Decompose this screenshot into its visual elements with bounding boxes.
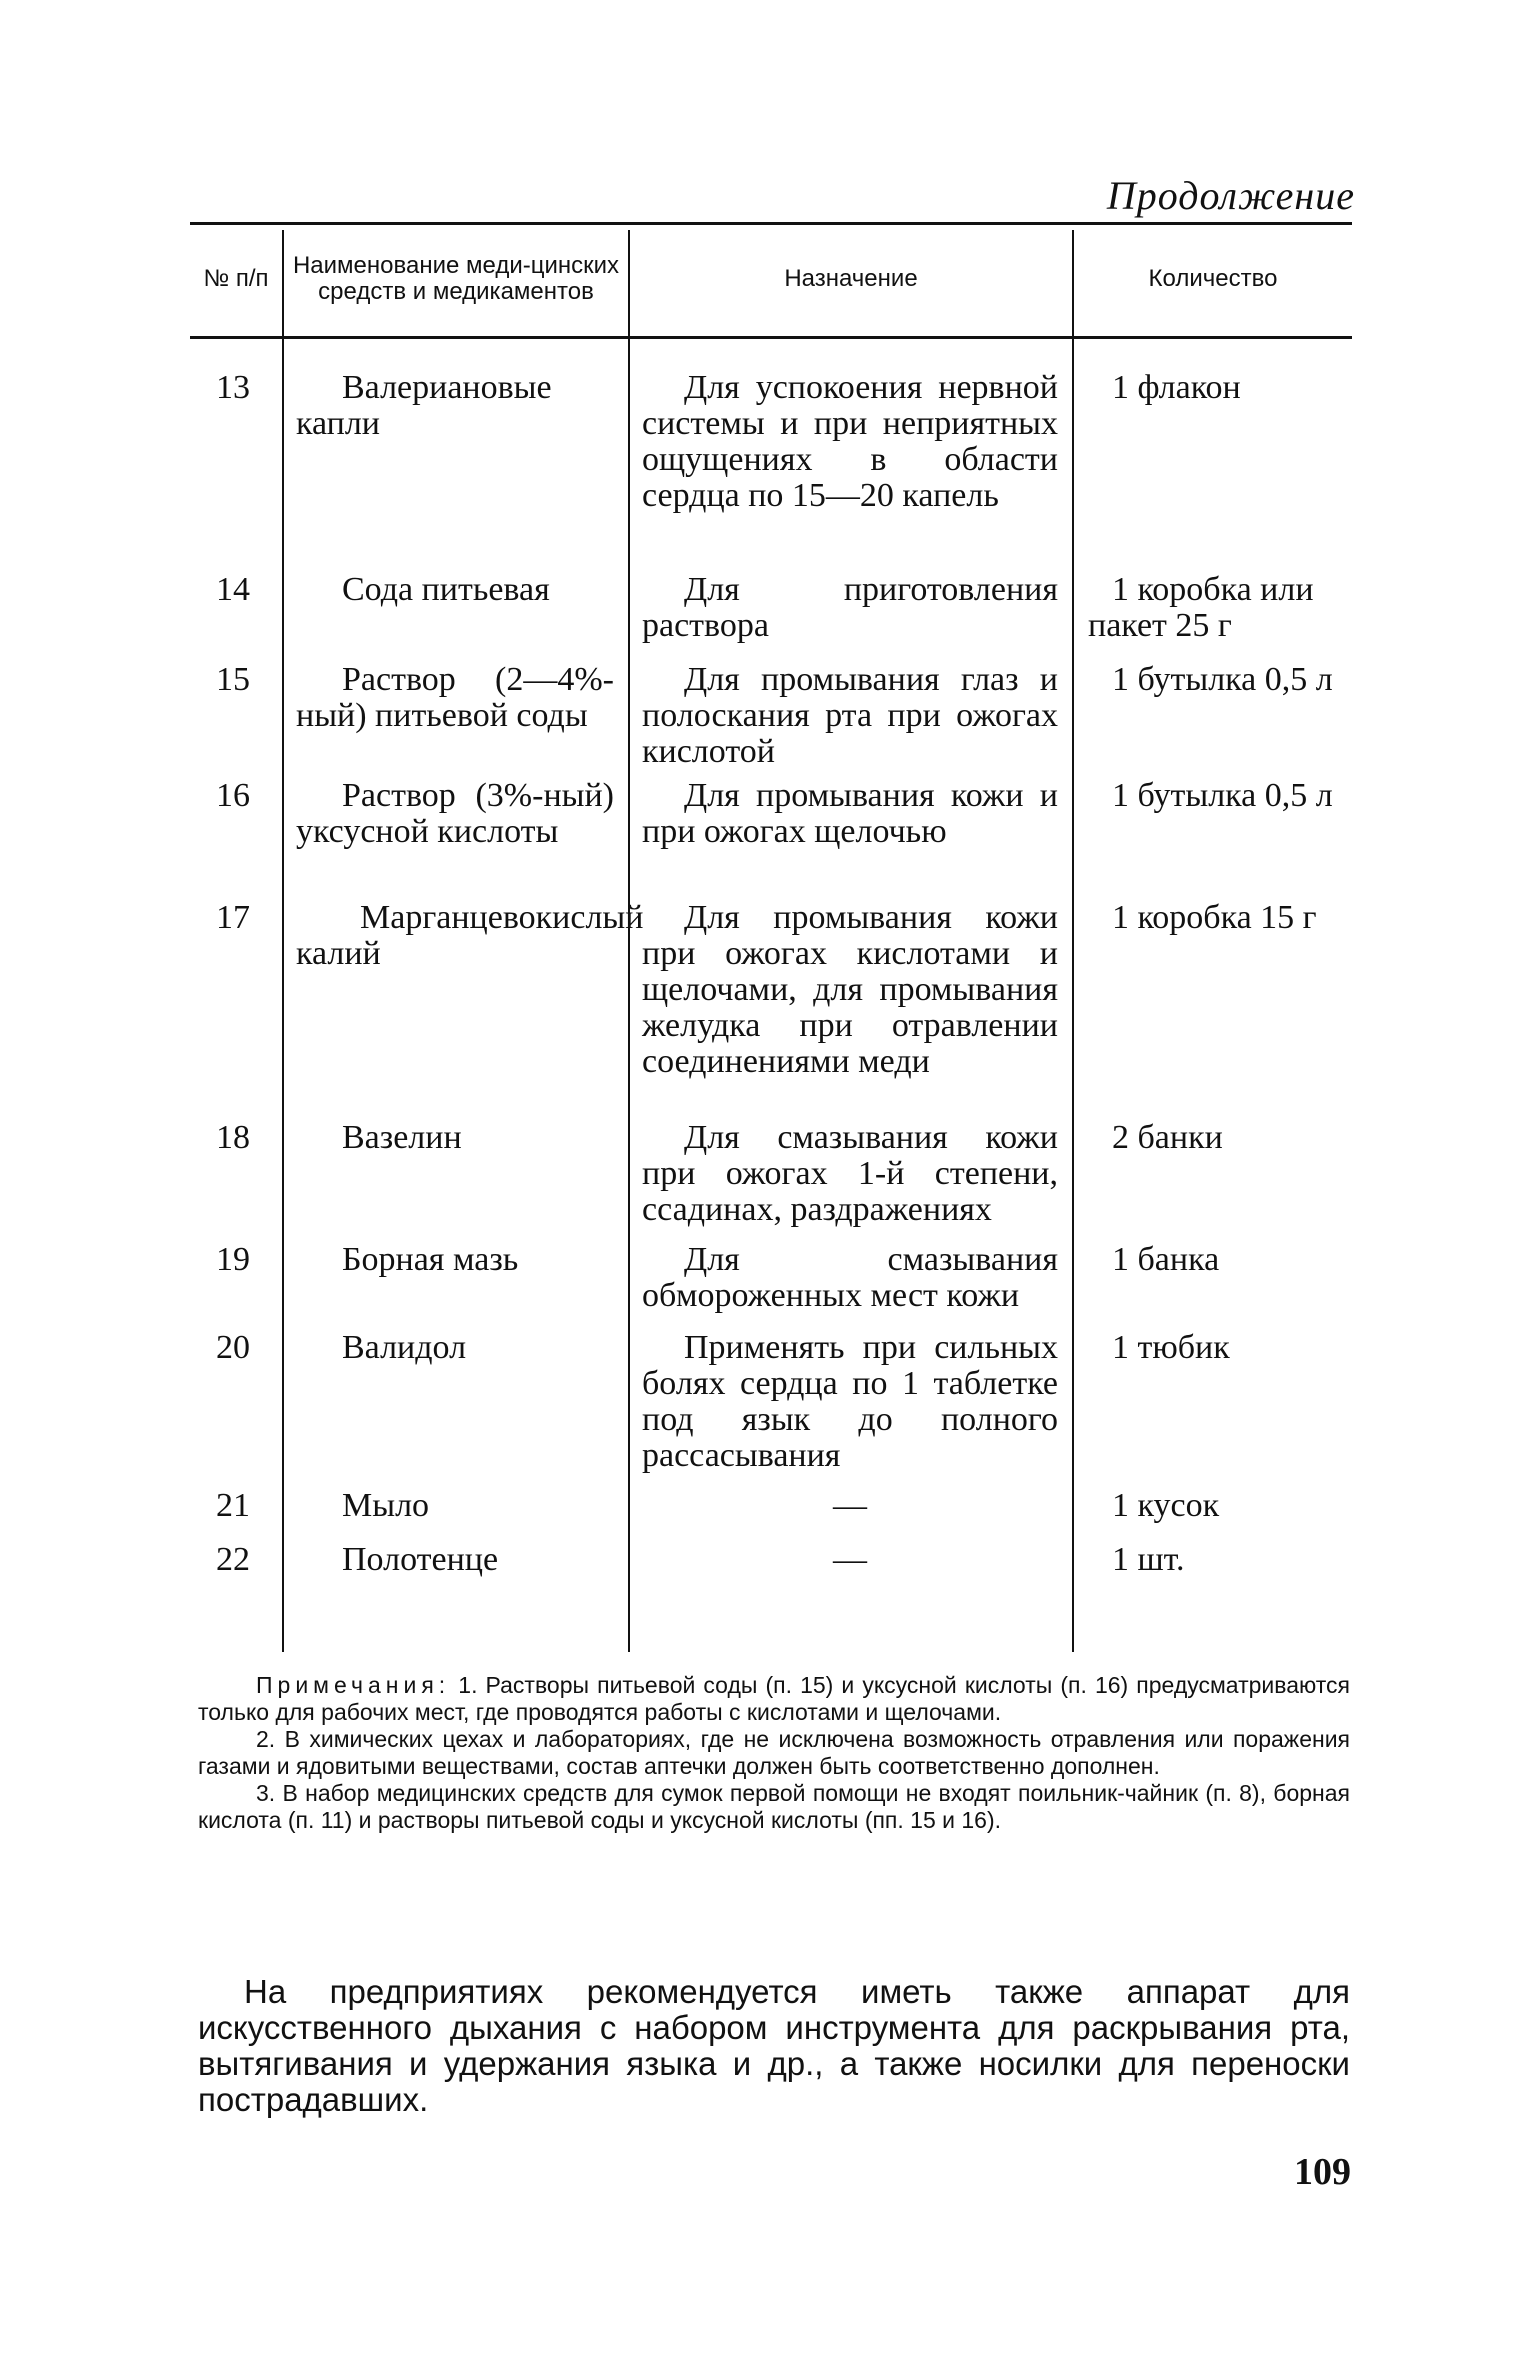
row-number: 19 xyxy=(216,1241,250,1278)
row-purpose: — xyxy=(833,1541,867,1578)
row-number: 16 xyxy=(216,777,250,814)
row-name: Борная мазь xyxy=(342,1241,519,1278)
column-divider xyxy=(628,230,630,1652)
row-number: 13 xyxy=(216,369,250,406)
row-name: Марганцевокислый калий xyxy=(296,899,644,972)
page-number: 109 xyxy=(1294,2151,1351,2193)
note-item: Примечания: 1. Растворы питьевой соды (п. 15) и уксусной кислоты (п. 16) предусматриваются только для рабочих мест, где проводятся работы с кислотами и щелочами. xyxy=(198,1672,1350,1725)
row-quantity: 1 бутылка 0,5 л xyxy=(1112,661,1333,698)
row-purpose: Для успокоения нервной системы и при неприятных ощущениях в области сердца по 15—20 капель xyxy=(642,369,1058,514)
table-header-rule xyxy=(190,336,1352,339)
row-quantity: 1 банка xyxy=(1112,1241,1220,1278)
row-purpose: Для промывания кожи при ожогах кислотами и щелочами, для промывания желудка при отравлении соединениями меди xyxy=(642,899,1058,1080)
note-item: 2. В химических цехах и лабораториях, где не исключена возможность отравления или поражения газами и ядовитыми веществами, состав аптечки должен быть соответственно дополнен. xyxy=(198,1726,1350,1779)
column-divider xyxy=(1072,230,1074,1652)
row-number: 17 xyxy=(216,899,250,936)
row-number: 21 xyxy=(216,1487,250,1524)
header-name: Наименование меди-цинских средств и медикаментов xyxy=(292,252,620,305)
notes-label: Примечания: xyxy=(256,1672,451,1698)
row-purpose: Для приготовления раствора xyxy=(642,571,1058,644)
continuation-heading: Продолжение xyxy=(1106,173,1355,218)
note-item: 3. В набор медицинских средств для сумок первой помощи не входят поильник-чайник (п. 8), борная кислота (п. 11) и растворы питьевой соды и уксусной кислоты (пп. 15 и 16). xyxy=(198,1780,1350,1833)
header-number: № п/п xyxy=(203,265,269,292)
row-quantity: 2 банки xyxy=(1112,1119,1223,1156)
row-name: Вазелин xyxy=(342,1119,462,1156)
row-purpose: Для смазывания кожи при ожогах 1-й степени, ссадинах, раздражениях xyxy=(642,1119,1058,1228)
row-name: Валидол xyxy=(342,1329,467,1366)
row-purpose: — xyxy=(833,1487,867,1524)
row-purpose: Для промывания глаз и полоскания рта при ожогах кислотой xyxy=(642,661,1058,770)
row-purpose: Для промывания кожи и при ожогах щелочью xyxy=(642,777,1058,850)
row-number: 14 xyxy=(216,571,250,608)
row-quantity: 1 шт. xyxy=(1112,1541,1185,1578)
body-paragraph: На предприятиях рекомендуется иметь также аппарат для искусственного дыхания с набором инструмента для раскрывания рта, вытягивания и удержания языка и др., а также носилки для переноски пострадавших. xyxy=(198,1973,1350,2118)
row-number: 15 xyxy=(216,661,250,698)
row-name: Раствор (2—4%-ный) питьевой соды xyxy=(296,661,614,734)
row-number: 20 xyxy=(216,1329,250,1366)
row-name: Валериановые капли xyxy=(296,369,552,442)
row-purpose: Для смазывания обмороженных мест кожи xyxy=(642,1241,1058,1314)
table-notes xyxy=(198,1672,1350,1834)
row-name: Сода питьевая xyxy=(342,571,550,608)
row-quantity: 1 коробка или пакет 25 г xyxy=(1088,571,1314,644)
row-quantity: 1 флакон xyxy=(1112,369,1241,406)
medications-table xyxy=(190,222,1352,1652)
row-quantity: 1 кусок xyxy=(1112,1487,1220,1524)
row-quantity: 1 коробка 15 г xyxy=(1112,899,1317,936)
row-quantity: 1 бутылка 0,5 л xyxy=(1112,777,1333,814)
header-purpose: Назначение xyxy=(784,265,918,292)
row-quantity: 1 тюбик xyxy=(1112,1329,1230,1366)
column-divider xyxy=(282,230,284,1652)
row-purpose: Применять при сильных болях сердца по 1 таблетке под язык до полного рассасывания xyxy=(642,1329,1058,1474)
row-name: Мыло xyxy=(342,1487,430,1524)
row-number: 18 xyxy=(216,1119,250,1156)
row-name: Полотенце xyxy=(342,1541,499,1578)
row-name: Раствор (3%-ный) уксусной кислоты xyxy=(296,777,614,850)
header-quantity: Количество xyxy=(1148,265,1278,292)
row-number: 22 xyxy=(216,1541,250,1578)
